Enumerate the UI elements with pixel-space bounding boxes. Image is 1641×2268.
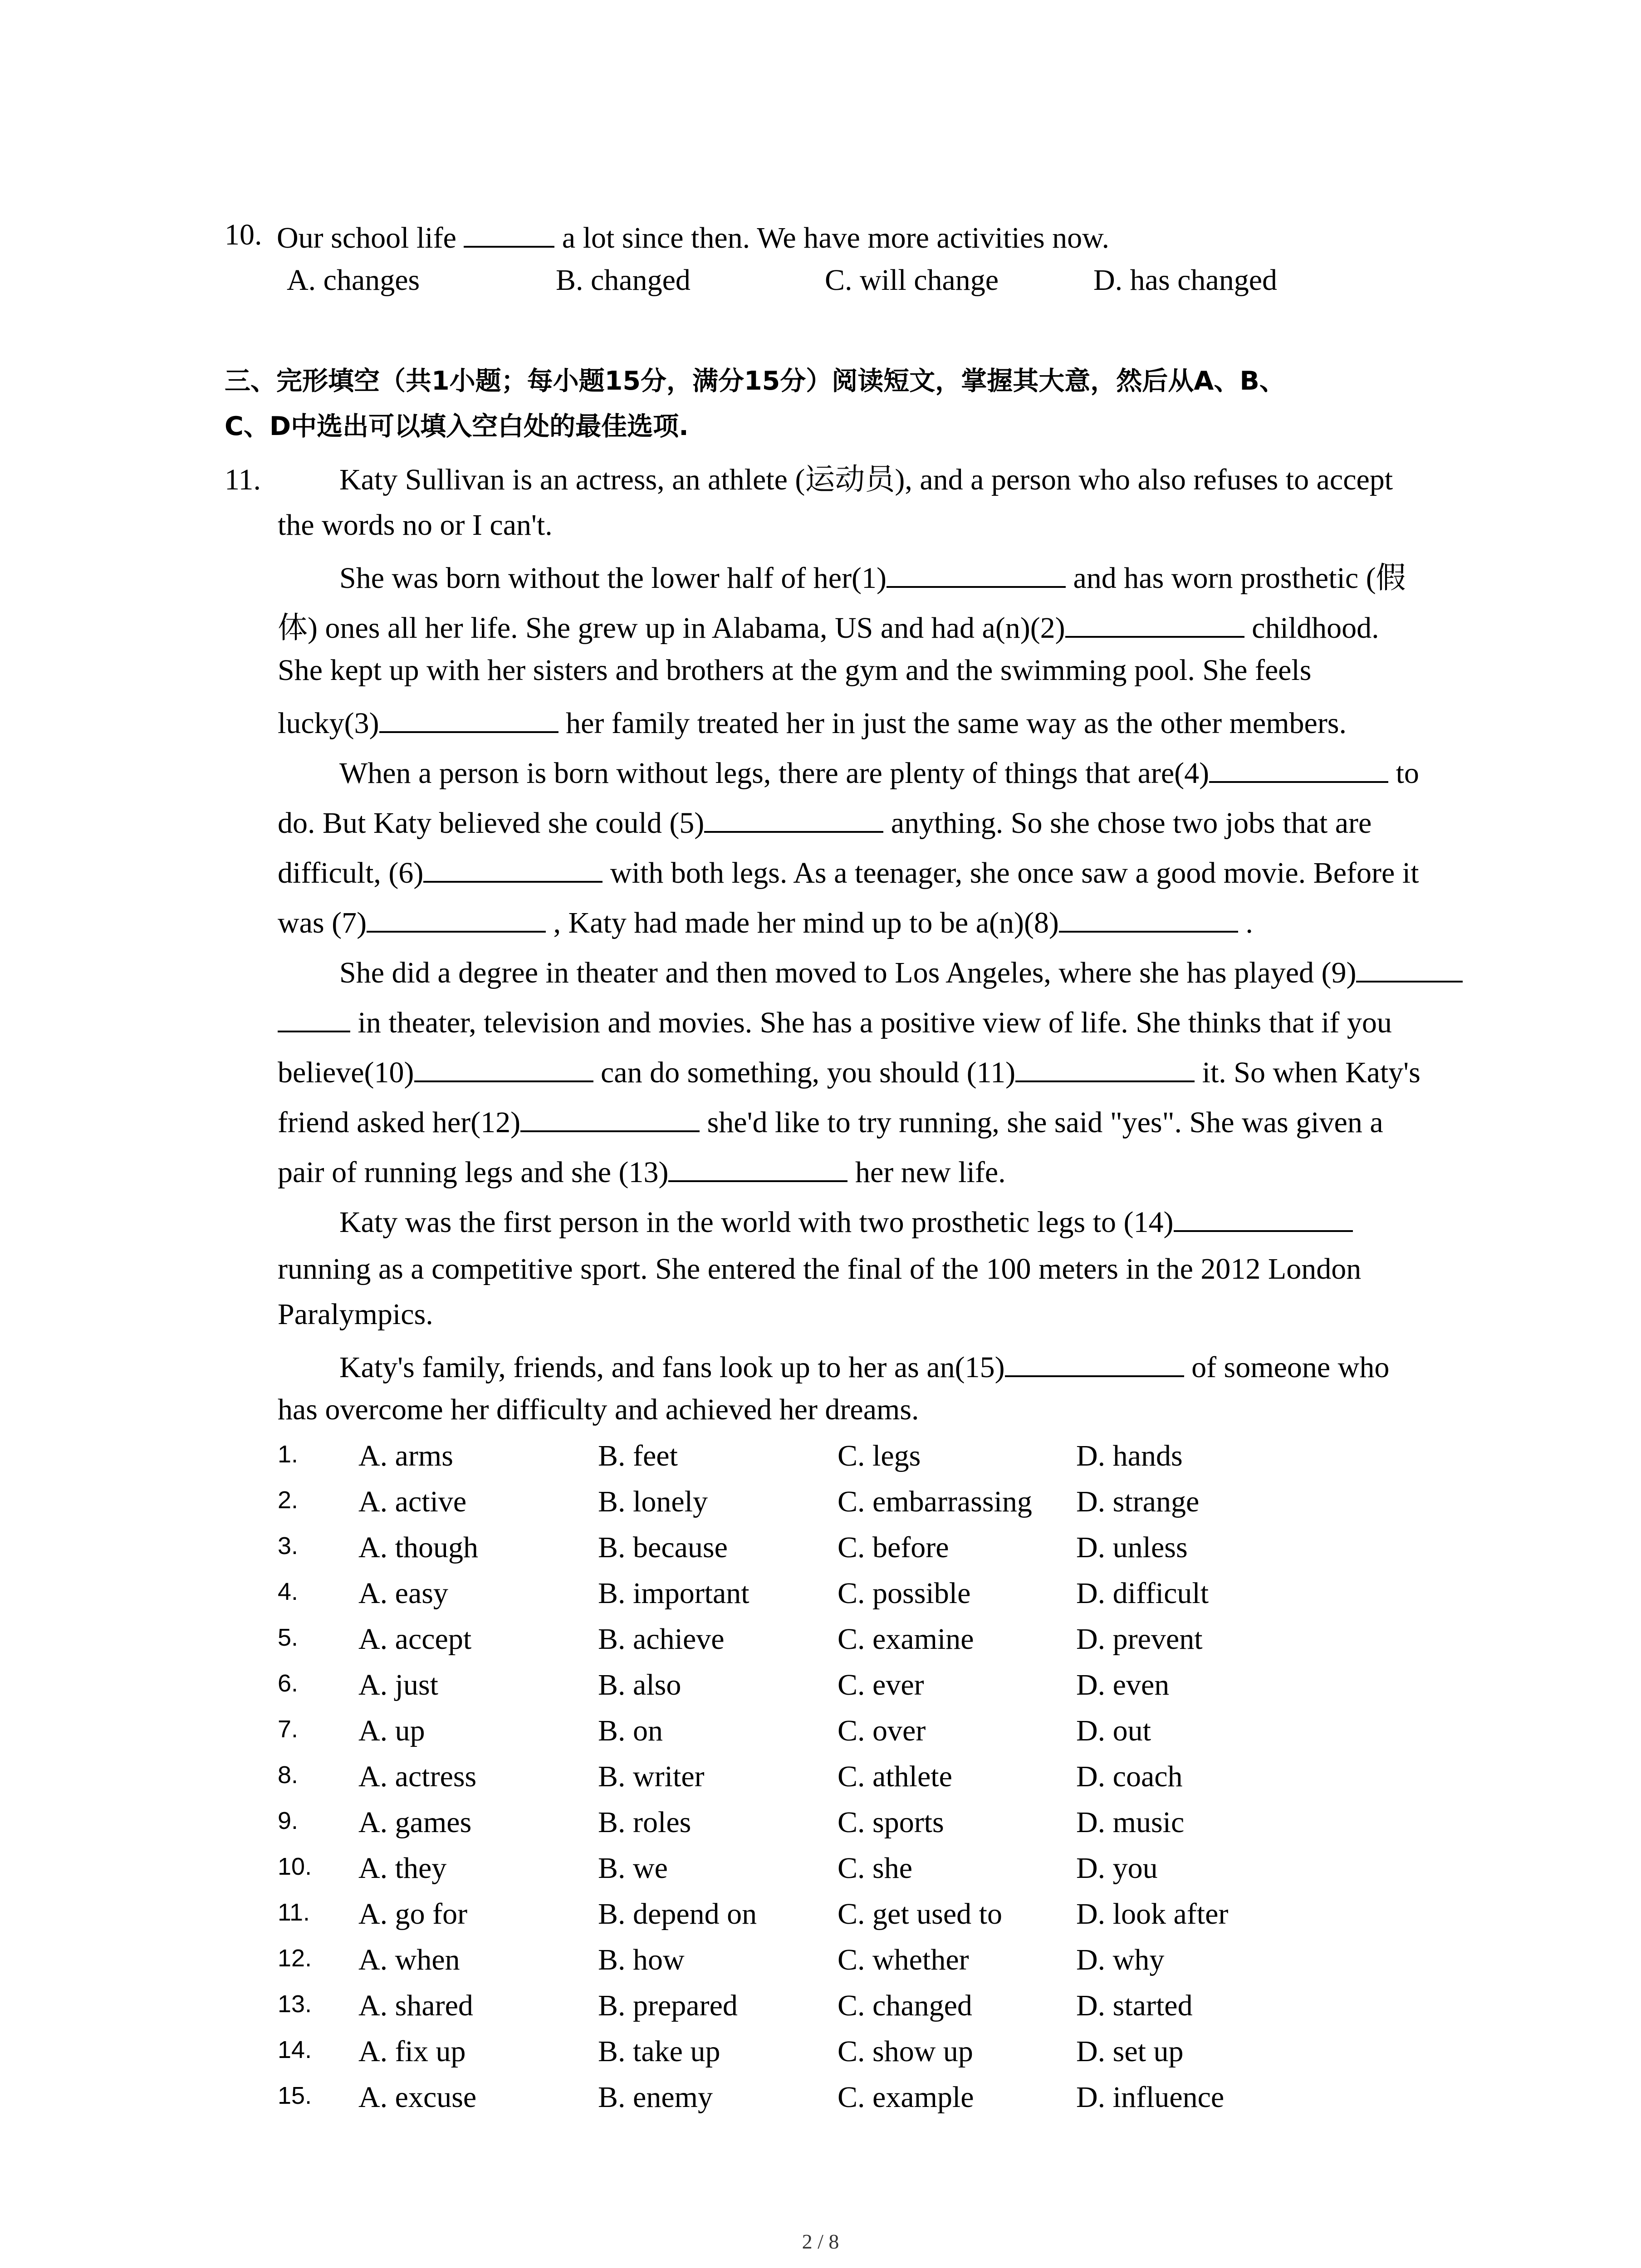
option-d[interactable]: D. has changed — [1093, 264, 1278, 297]
blank-1[interactable] — [887, 557, 1066, 588]
option-b[interactable]: B. we — [598, 1852, 668, 1885]
option-d[interactable]: D. even — [1076, 1668, 1170, 1701]
question-number: 10. — [225, 218, 262, 251]
blank-5[interactable] — [704, 802, 883, 833]
option-a[interactable]: A. actress — [358, 1760, 477, 1793]
passage-line — [339, 1346, 1389, 1386]
passage-text: it. So when Katy's — [1202, 1056, 1421, 1089]
option-d[interactable]: D. why — [1076, 1943, 1165, 1976]
option-d[interactable]: D. strange — [1076, 1485, 1200, 1518]
option-row-number: 4. — [278, 1578, 299, 1605]
option-row-number: 5. — [278, 1624, 299, 1651]
option-b[interactable]: B. achieve — [598, 1623, 725, 1656]
option-c[interactable]: C. over — [838, 1714, 926, 1747]
option-d[interactable]: D. difficult — [1076, 1577, 1209, 1610]
blank-13[interactable] — [668, 1151, 847, 1182]
option-c[interactable]: C. legs — [838, 1439, 921, 1472]
question-stem — [277, 217, 1109, 256]
option-c[interactable]: C. examine — [838, 1623, 974, 1656]
passage-text: with both legs. As a teenager, she once saw a good movie. Before it — [610, 856, 1419, 890]
option-a[interactable]: A. shared — [358, 1989, 473, 2022]
passage-text: in theater, television and movies. She has a positive view of life. She thinks that if you — [358, 1006, 1392, 1039]
option-a[interactable]: A. go for — [358, 1897, 468, 1931]
option-c[interactable]: C. athlete — [838, 1760, 952, 1793]
passage-line: She kept up with her sisters and brothers at the gym and the swimming pool. She feels — [278, 654, 1312, 687]
page-number: 2 / 8 — [802, 2230, 839, 2253]
option-a[interactable]: A. fix up — [358, 2035, 466, 2068]
option-d[interactable]: D. set up — [1076, 2035, 1184, 2068]
option-b[interactable]: B. roles — [598, 1806, 691, 1839]
option-c[interactable]: C. get used to — [838, 1897, 1002, 1931]
option-row-number: 13. — [278, 1990, 312, 2018]
option-row-number: 3. — [278, 1532, 299, 1559]
option-c[interactable]: C. ever — [838, 1668, 924, 1701]
passage-text: friend asked her(12) — [278, 1106, 521, 1139]
option-a[interactable]: A. easy — [358, 1577, 448, 1610]
option-b[interactable]: B. feet — [598, 1439, 678, 1472]
passage-text: was (7) — [278, 906, 367, 939]
option-d[interactable]: D. influence — [1076, 2081, 1225, 2114]
option-row-number: 8. — [278, 1761, 299, 1789]
option-c[interactable]: C. changed — [838, 1989, 972, 2022]
passage-text: She did a degree in theater and then moved to Los Angeles, where she has played (9) — [339, 956, 1357, 989]
option-c[interactable]: C. before — [838, 1531, 949, 1564]
option-b[interactable]: B. because — [598, 1531, 728, 1564]
passage-text: do. But Katy believed she could (5) — [278, 807, 705, 840]
blank-9[interactable] — [1356, 952, 1463, 982]
passage-line — [339, 1201, 1353, 1241]
option-c[interactable]: C. show up — [838, 2035, 973, 2068]
blank-9-continued[interactable] — [278, 1002, 350, 1032]
blank-12[interactable] — [520, 1101, 700, 1132]
option-d[interactable]: D. look after — [1076, 1897, 1229, 1931]
option-d[interactable]: D. hands — [1076, 1439, 1183, 1472]
blank-11[interactable] — [1015, 1051, 1195, 1082]
passage-line — [278, 902, 1253, 941]
option-row-number: 14. — [278, 2036, 312, 2063]
option-a[interactable]: A. excuse — [358, 2081, 477, 2114]
option-a[interactable]: A. accept — [358, 1623, 472, 1656]
blank-7[interactable] — [367, 902, 546, 933]
option-d[interactable]: D. out — [1076, 1714, 1151, 1747]
passage-line — [278, 607, 1379, 646]
passage-line — [278, 1002, 1392, 1041]
passage-text: lucky(3) — [278, 707, 379, 740]
passage-line — [339, 557, 1406, 596]
option-a[interactable]: A. arms — [358, 1439, 453, 1472]
option-b[interactable]: B. writer — [598, 1760, 705, 1793]
passage-line — [339, 952, 1463, 991]
option-row-number: 9. — [278, 1807, 299, 1834]
passage-line: has overcome her difficulty and achieved her dreams. — [278, 1393, 919, 1426]
blank-14[interactable] — [1174, 1201, 1353, 1232]
passage-text: and has worn prosthetic (假 — [1073, 562, 1406, 595]
option-row-number: 2. — [278, 1486, 299, 1514]
option-d[interactable]: D. you — [1076, 1852, 1158, 1885]
passage-text: pair of running legs and she (13) — [278, 1156, 669, 1189]
passage-text: 体) ones all her life. She grew up in Alabama, US and had a(n)(2) — [278, 611, 1065, 645]
passage-text: she'd like to try running, she said "yes". She was given a — [707, 1106, 1383, 1139]
option-d[interactable]: D. prevent — [1076, 1623, 1203, 1656]
option-a[interactable]: A. up — [358, 1714, 425, 1747]
option-d[interactable]: D. unless — [1076, 1531, 1188, 1564]
option-d[interactable]: D. coach — [1076, 1760, 1183, 1793]
blank-6[interactable] — [423, 852, 603, 883]
passage-line: running as a competitive sport. She entered the final of the 100 meters in the 2012 London — [278, 1252, 1362, 1286]
passage-text: believe(10) — [278, 1056, 414, 1089]
passage-text: of someone who — [1191, 1351, 1390, 1384]
passage-text: Katy's family, friends, and fans look up to her as an(15) — [339, 1351, 1005, 1384]
passage-text: can do something, you should (11) — [601, 1056, 1016, 1089]
stem-text: Our school life — [277, 221, 456, 254]
passage-line: Katy Sullivan is an actress, an athlete (运动员), and a person who also refuses to accept — [339, 463, 1393, 496]
option-c[interactable]: C. sports — [838, 1806, 944, 1839]
option-b[interactable]: B. enemy — [598, 2081, 713, 2114]
section-heading-line: 三、完形填空（共1小题；每小题15分，满分15分）阅读短文，掌握其大意，然后从A、B、 — [225, 366, 1285, 396]
option-c[interactable]: C. embarrassing — [838, 1485, 1032, 1518]
blank-3[interactable] — [379, 702, 558, 733]
option-row-number: 6. — [278, 1670, 299, 1697]
option-b[interactable]: B. lonely — [598, 1485, 708, 1518]
passage-line — [278, 702, 1347, 742]
option-row-number: 7. — [278, 1716, 299, 1743]
passage-text: , Katy had made her mind up to be a(n)(8) — [553, 906, 1059, 939]
stem-text: a lot since then. We have more activities now. — [562, 221, 1110, 254]
option-b[interactable]: B. how — [598, 1943, 685, 1976]
option-c[interactable]: C. whether — [838, 1943, 969, 1976]
option-c[interactable]: C. possible — [838, 1577, 971, 1610]
option-b[interactable]: B. important — [598, 1577, 749, 1610]
option-b[interactable]: B. take up — [598, 2035, 720, 2068]
passage-text: her new life. — [855, 1156, 1006, 1189]
answer-blank[interactable] — [464, 217, 554, 248]
option-a[interactable]: A. though — [358, 1531, 478, 1564]
passage-text: anything. So she chose two jobs that are — [891, 807, 1372, 840]
passage-line: Paralympics. — [278, 1298, 433, 1331]
option-a[interactable]: A. games — [358, 1806, 472, 1839]
blank-15[interactable] — [1005, 1346, 1184, 1377]
option-d[interactable]: D. started — [1076, 1989, 1193, 2022]
question-number: 11. — [225, 463, 261, 496]
passage-text: Katy was the first person in the world with two prosthetic legs to (14) — [339, 1206, 1174, 1239]
option-row-number: 11. — [278, 1899, 310, 1926]
option-d[interactable]: D. music — [1076, 1806, 1185, 1839]
passage-text: difficult, (6) — [278, 856, 424, 890]
option-c[interactable]: C. example — [838, 2081, 974, 2114]
passage-line — [278, 1151, 1006, 1191]
passage-line — [278, 1101, 1383, 1141]
option-a[interactable]: A. just — [358, 1668, 439, 1701]
blank-10[interactable] — [414, 1051, 593, 1082]
option-row-number: 10. — [278, 1853, 312, 1880]
blank-2[interactable] — [1065, 607, 1244, 638]
option-a[interactable]: A. they — [358, 1852, 447, 1885]
blank-4[interactable] — [1209, 752, 1388, 783]
option-a[interactable]: A. when — [358, 1943, 460, 1976]
option-row-number: 12. — [278, 1945, 312, 1972]
passage-line — [278, 1051, 1421, 1091]
passage-line: the words no or I can't. — [278, 508, 553, 542]
option-c[interactable]: C. she — [838, 1852, 912, 1885]
option-row-number: 15. — [278, 2082, 312, 2109]
option-row-number: 1. — [278, 1441, 299, 1468]
passage-text: her family treated her in just the same way as the other members. — [566, 707, 1347, 740]
option-a[interactable]: A. active — [358, 1485, 467, 1518]
blank-8[interactable] — [1059, 902, 1238, 933]
passage-text: to — [1396, 757, 1419, 790]
option-b[interactable]: B. changed — [556, 264, 691, 297]
option-c[interactable]: C. will change — [825, 264, 999, 297]
option-b[interactable]: B. also — [598, 1668, 681, 1701]
option-b[interactable]: B. on — [598, 1714, 663, 1747]
option-b[interactable]: B. prepared — [598, 1989, 738, 2022]
section-heading-line: C、D中选出可以填入空白处的最佳选项. — [225, 411, 689, 441]
option-b[interactable]: B. depend on — [598, 1897, 757, 1931]
passage-line — [278, 802, 1372, 841]
passage-text: . — [1245, 906, 1253, 939]
passage-line — [339, 752, 1419, 792]
passage-line — [278, 852, 1419, 891]
passage-text: When a person is born without legs, there are plenty of things that are(4) — [339, 757, 1210, 790]
passage-text: She was born without the lower half of her(1) — [339, 562, 887, 595]
option-a[interactable]: A. changes — [287, 264, 420, 297]
passage-text: childhood. — [1252, 611, 1379, 645]
